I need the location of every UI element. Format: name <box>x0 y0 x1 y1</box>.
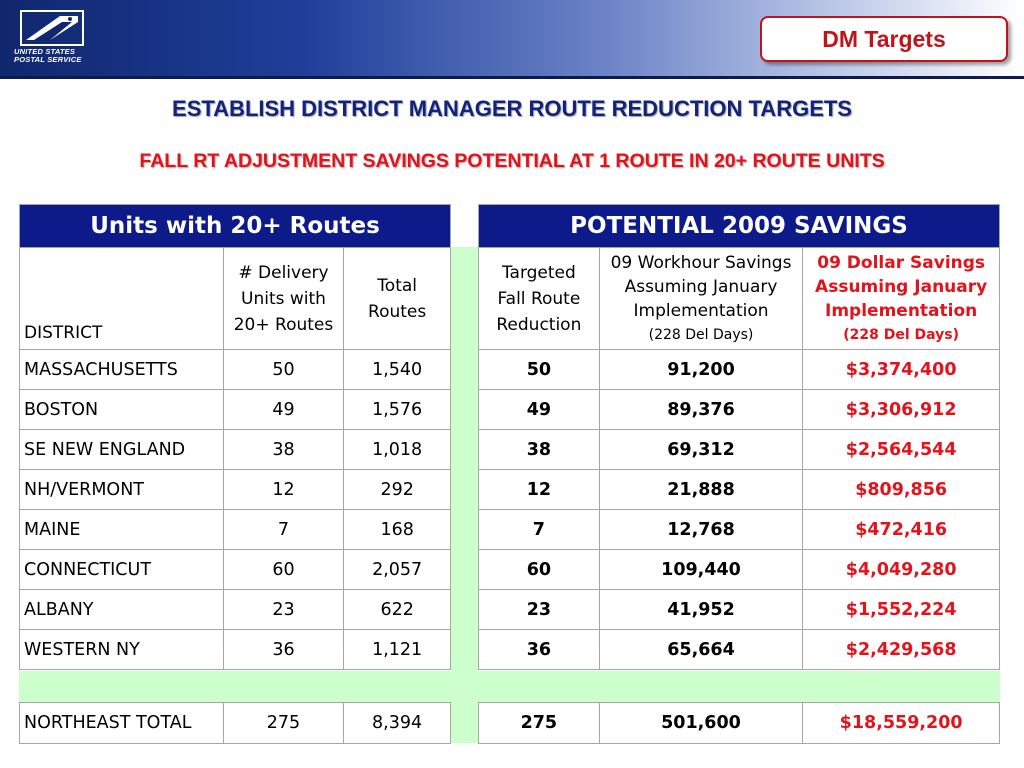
row-workhours: 89,376 <box>599 390 803 430</box>
savings-table-title: POTENTIAL 2009 SAVINGS <box>479 205 1000 248</box>
logo-wordmark <box>14 48 92 64</box>
row-target: 36 <box>479 630 600 670</box>
col-routes-line1: Total <box>377 275 417 296</box>
table-row <box>479 550 1000 590</box>
row-target: 60 <box>479 550 600 590</box>
col-work-line2: Assuming January <box>624 276 778 297</box>
row-target: 23 <box>479 590 600 630</box>
row-dollars: $2,429,568 <box>803 630 1000 670</box>
table-row <box>20 430 451 470</box>
savings-total-row <box>479 703 1000 744</box>
table-row <box>20 510 451 550</box>
col-target-line3: Reduction <box>496 314 582 335</box>
logo-line2: POSTAL SERVICE <box>14 55 82 64</box>
col-routes-line2: Routes <box>368 301 427 322</box>
row-workhours: 91,200 <box>599 350 803 390</box>
units-column-headers <box>20 248 451 350</box>
units-total-row <box>20 703 451 744</box>
col-units-line1: # Delivery <box>238 262 329 283</box>
row-routes: 1,576 <box>344 390 451 430</box>
total-dollars: $18,559,200 <box>803 703 1000 744</box>
row-workhours: 12,768 <box>599 510 803 550</box>
col-dollar-line2: Assuming January <box>815 276 988 297</box>
row-district: BOSTON <box>20 390 224 430</box>
savings-column-headers <box>479 248 1000 350</box>
table-row <box>20 550 451 590</box>
row-workhours: 109,440 <box>599 550 803 590</box>
table-row <box>479 630 1000 670</box>
row-dollars: $2,564,544 <box>803 430 1000 470</box>
table-row <box>479 510 1000 550</box>
col-units-line2: Units with <box>241 288 326 309</box>
row-target: 38 <box>479 430 600 470</box>
row-dollars: $1,552,224 <box>803 590 1000 630</box>
row-dollars: $4,049,280 <box>803 550 1000 590</box>
units-table-header <box>20 205 451 248</box>
row-district: MAINE <box>20 510 224 550</box>
row-dollars: $472,416 <box>803 510 1000 550</box>
row-target: 49 <box>479 390 600 430</box>
table-gap-row <box>19 671 1000 702</box>
col-dollar-line3: Implementation <box>825 300 978 321</box>
savings-table-header <box>479 205 1000 248</box>
table-row <box>479 470 1000 510</box>
col-target-line1: Targeted <box>501 262 576 283</box>
row-district: CONNECTICUT <box>20 550 224 590</box>
savings-table <box>478 204 1000 670</box>
eagle-icon <box>20 10 84 46</box>
col-target <box>479 248 600 350</box>
col-dollar-line1: 09 Dollar Savings <box>817 252 986 273</box>
col-work-line4: (228 Del Days) <box>648 326 754 343</box>
usps-logo <box>14 10 92 70</box>
row-dollars: $3,374,400 <box>803 350 1000 390</box>
table-row <box>479 590 1000 630</box>
row-routes: 622 <box>344 590 451 630</box>
row-target: 12 <box>479 470 600 510</box>
row-routes: 1,540 <box>344 350 451 390</box>
page-title: ESTABLISH DISTRICT MANAGER ROUTE REDUCTION TARGETS <box>172 96 852 121</box>
table-gap-strip <box>451 247 478 743</box>
total-units: 275 <box>223 703 344 744</box>
row-district: SE NEW ENGLAND <box>20 430 224 470</box>
units-table <box>19 204 451 670</box>
row-routes: 1,018 <box>344 430 451 470</box>
units-table-title: Units with 20+ Routes <box>20 205 451 248</box>
row-dollars: $3,306,912 <box>803 390 1000 430</box>
row-district: ALBANY <box>20 590 224 630</box>
total-target: 275 <box>479 703 600 744</box>
row-district: WESTERN NY <box>20 630 224 670</box>
logo-line1: UNITED STATES <box>14 47 76 56</box>
col-work-line3: Implementation <box>633 300 769 321</box>
row-workhours: 69,312 <box>599 430 803 470</box>
dm-targets-badge <box>760 16 1008 62</box>
row-units: 38 <box>223 430 344 470</box>
col-work-line1: 09 Workhour Savings <box>610 252 792 273</box>
col-workhours <box>599 248 803 350</box>
col-units-line3: 20+ Routes <box>233 314 334 335</box>
row-units: 50 <box>223 350 344 390</box>
row-routes: 2,057 <box>344 550 451 590</box>
header-rule <box>0 76 1024 79</box>
row-routes: 292 <box>344 470 451 510</box>
table-row <box>479 430 1000 470</box>
col-dollars <box>803 248 1000 350</box>
table-row <box>20 630 451 670</box>
col-district: DISTRICT <box>20 248 224 350</box>
row-workhours: 41,952 <box>599 590 803 630</box>
col-target-line2: Fall Route <box>497 288 581 309</box>
row-target: 50 <box>479 350 600 390</box>
col-dollar-line4: (228 Del Days) <box>843 326 960 343</box>
total-district: NORTHEAST TOTAL <box>20 703 224 744</box>
total-routes: 8,394 <box>344 703 451 744</box>
row-workhours: 65,664 <box>599 630 803 670</box>
col-units <box>223 248 344 350</box>
table-row <box>20 590 451 630</box>
units-total-table <box>19 702 451 744</box>
table-row <box>479 350 1000 390</box>
row-dollars: $809,856 <box>803 470 1000 510</box>
row-routes: 1,121 <box>344 630 451 670</box>
row-workhours: 21,888 <box>599 470 803 510</box>
row-units: 60 <box>223 550 344 590</box>
savings-total-table <box>478 702 1000 744</box>
dm-targets-label: DM Targets <box>822 25 946 52</box>
row-target: 7 <box>479 510 600 550</box>
page-subtitle: FALL RT ADJUSTMENT SAVINGS POTENTIAL AT 1 ROUTE IN 20+ ROUTE UNITS <box>139 150 885 172</box>
row-units: 12 <box>223 470 344 510</box>
row-district: NH/VERMONT <box>20 470 224 510</box>
row-routes: 168 <box>344 510 451 550</box>
table-row <box>20 390 451 430</box>
row-units: 7 <box>223 510 344 550</box>
row-district: MASSACHUSETTS <box>20 350 224 390</box>
row-units: 23 <box>223 590 344 630</box>
table-row <box>479 390 1000 430</box>
row-units: 49 <box>223 390 344 430</box>
col-routes <box>344 248 451 350</box>
row-units: 36 <box>223 630 344 670</box>
total-workhours: 501,600 <box>599 703 803 744</box>
table-row <box>20 350 451 390</box>
table-row <box>20 470 451 510</box>
